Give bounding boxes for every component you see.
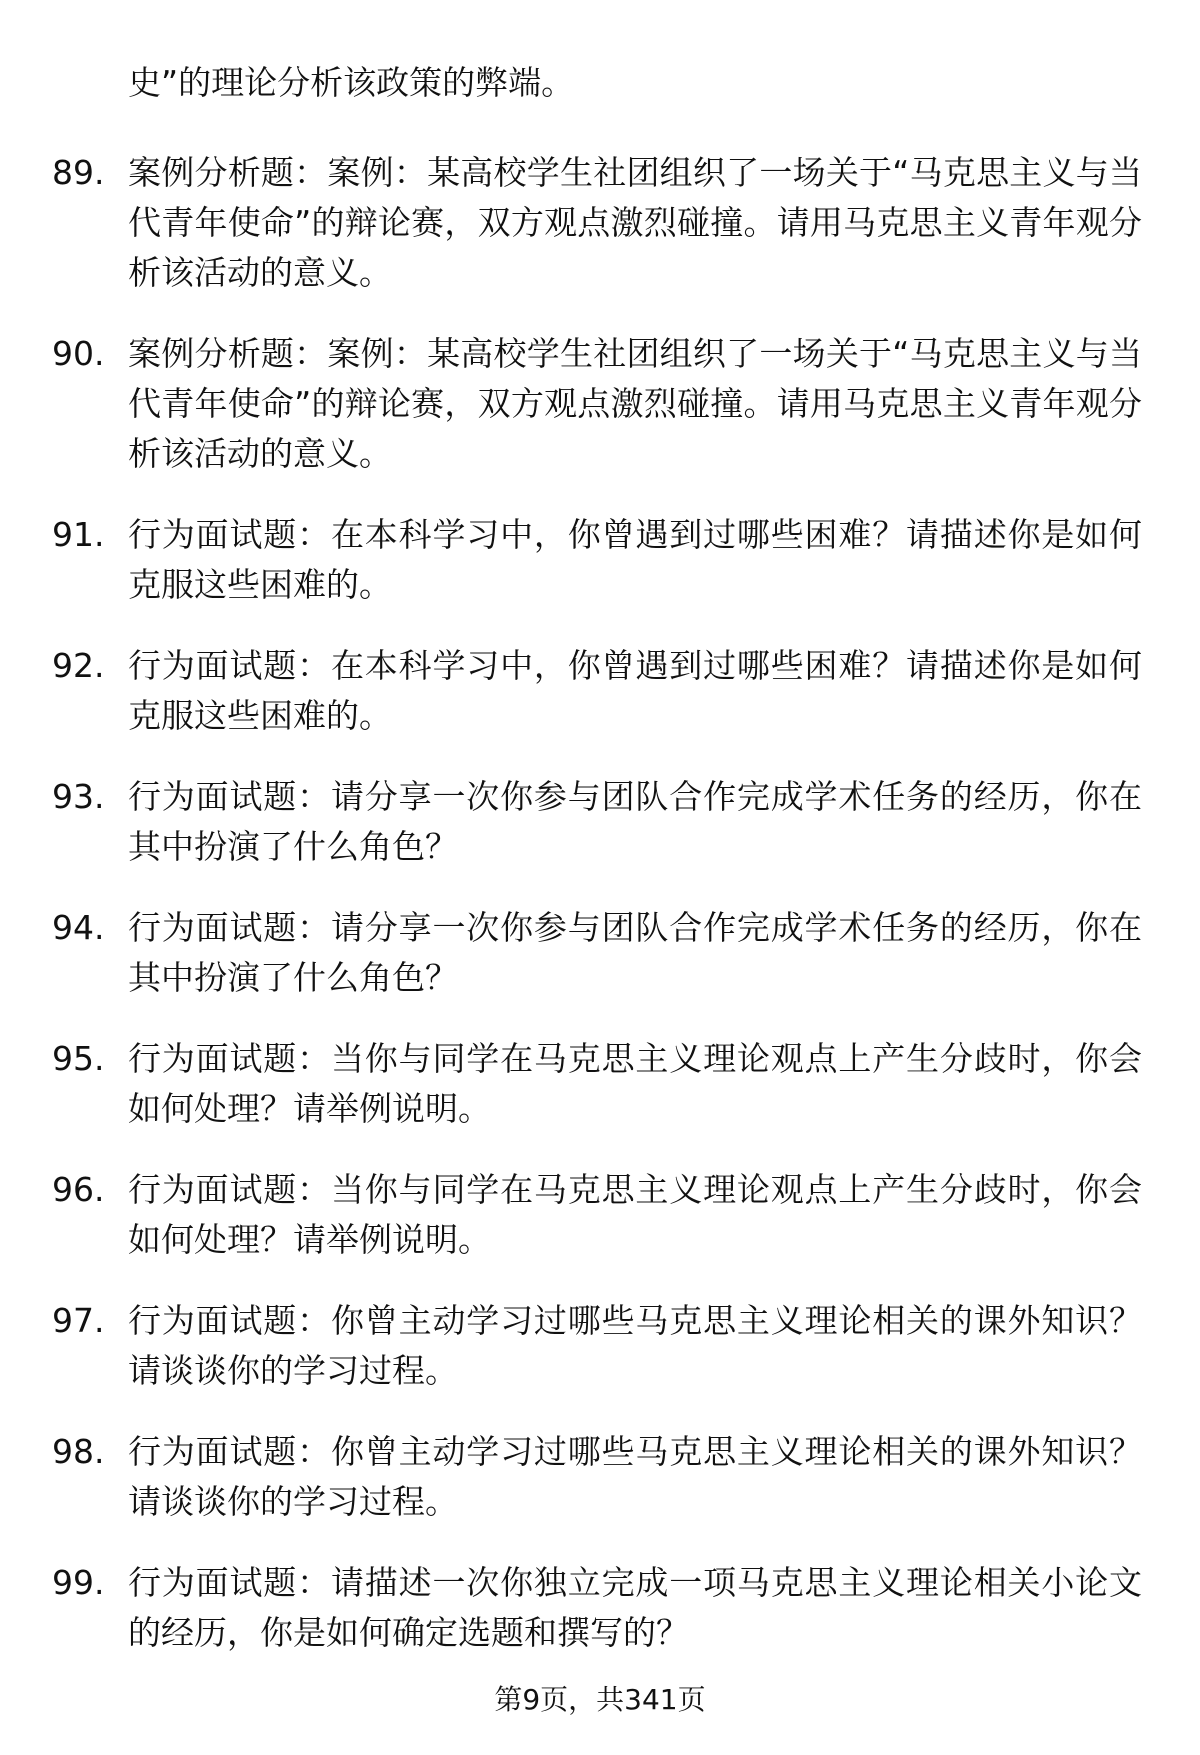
question-item (52, 510, 1142, 610)
question-number: 93. (52, 777, 105, 816)
question-number: 99. (52, 1563, 105, 1602)
question-item (52, 772, 1142, 872)
question-text: 行为面试题：请分享一次你参与团队合作完成学术任务的经历，你在其中扮演了什么角色？ (128, 777, 1142, 866)
question-item (52, 1296, 1142, 1396)
question-item (52, 1034, 1142, 1134)
question-item (52, 641, 1142, 741)
question-text: 行为面试题：在本科学习中，你曾遇到过哪些困难？请描述你是如何克服这些困难的。 (128, 646, 1142, 735)
question-item (52, 148, 1142, 298)
question-list (52, 148, 1142, 1689)
question-number: 90. (52, 334, 105, 373)
question-text: 行为面试题：请描述一次你独立完成一项马克思主义理论相关小论文的经历，你是如何确定选题和撰写的？ (128, 1563, 1142, 1652)
question-text: 行为面试题：当你与同学在马克思主义理论观点上产生分歧时，你会如何处理？请举例说明。 (128, 1170, 1142, 1259)
question-text: 行为面试题：当你与同学在马克思主义理论观点上产生分歧时，你会如何处理？请举例说明。 (128, 1039, 1142, 1128)
question-item (52, 1427, 1142, 1527)
question-number: 92. (52, 646, 105, 685)
question-text: 行为面试题：在本科学习中，你曾遇到过哪些困难？请描述你是如何克服这些困难的。 (128, 515, 1142, 604)
question-number: 98. (52, 1432, 105, 1471)
continuation-text: 史”的理论分析该政策的弊端。 (128, 63, 575, 102)
question-item (52, 1558, 1142, 1658)
question-item (52, 329, 1142, 479)
question-text: 案例分析题：案例：某高校学生社团组织了一场关于“马克思主义与当代青年使命”的辩论赛，双方观点激烈碰撞。请用马克思主义青年观分析该活动的意义。 (128, 153, 1142, 292)
question-item (52, 903, 1142, 1003)
question-number: 94. (52, 908, 105, 947)
question-item (52, 1165, 1142, 1265)
page-footer: 第9页，共341页 (494, 1683, 706, 1716)
question-number: 97. (52, 1301, 105, 1340)
question-number: 95. (52, 1039, 105, 1078)
question-text: 行为面试题：你曾主动学习过哪些马克思主义理论相关的课外知识？请谈谈你的学习过程。 (128, 1432, 1142, 1521)
question-text: 行为面试题：请分享一次你参与团队合作完成学术任务的经历，你在其中扮演了什么角色？ (128, 908, 1142, 997)
question-number: 89. (52, 153, 105, 192)
question-number: 96. (52, 1170, 105, 1209)
question-text: 案例分析题：案例：某高校学生社团组织了一场关于“马克思主义与当代青年使命”的辩论赛，双方观点激烈碰撞。请用马克思主义青年观分析该活动的意义。 (128, 334, 1142, 473)
question-text: 行为面试题：你曾主动学习过哪些马克思主义理论相关的课外知识？请谈谈你的学习过程。 (128, 1301, 1142, 1390)
question-number: 91. (52, 515, 105, 554)
